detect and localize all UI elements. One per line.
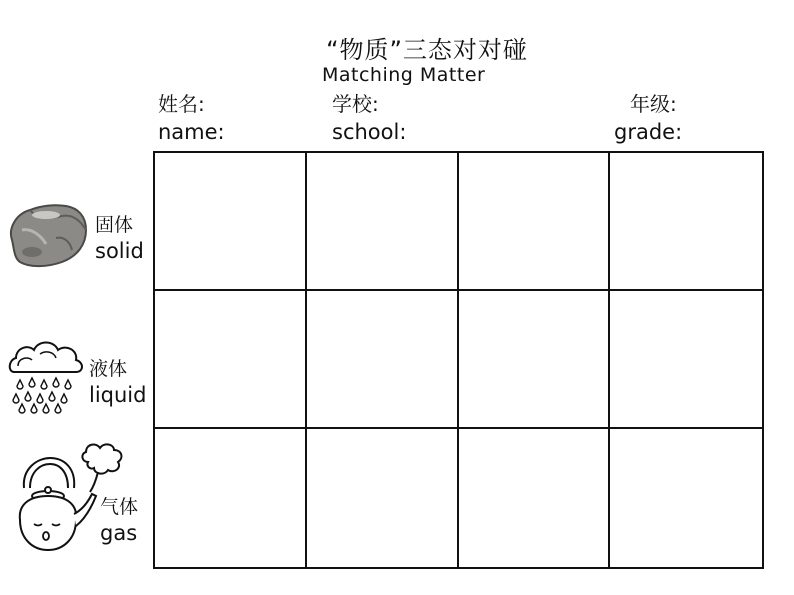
grade-label-english: grade: xyxy=(614,120,683,144)
worksheet-title-chinese: “物质”三态对对碰 xyxy=(326,36,528,64)
rock-icon xyxy=(6,200,90,270)
solid-label-chinese: 固体 xyxy=(95,214,134,236)
gas-label xyxy=(100,494,138,546)
school-label-chinese: 学校: xyxy=(332,92,379,116)
grid-cell-liquid-4[interactable] xyxy=(610,291,762,429)
liquid-label-english: liquid xyxy=(89,383,147,407)
grid-cell-liquid-2[interactable] xyxy=(307,291,459,429)
grid-cell-solid-3[interactable] xyxy=(459,153,611,291)
liquid-label xyxy=(89,356,146,408)
solid-label-english: solid xyxy=(95,239,144,263)
gas-label-chinese: 气体 xyxy=(100,496,139,518)
solid-label xyxy=(95,212,144,264)
grid-cell-solid-1[interactable] xyxy=(155,153,307,291)
liquid-label-chinese: 液体 xyxy=(89,358,128,380)
name-label-chinese: 姓名: xyxy=(158,92,205,116)
rain-cloud-icon xyxy=(6,336,86,416)
grid-cell-liquid-1[interactable] xyxy=(155,291,307,429)
school-field xyxy=(332,92,406,144)
worksheet-title-english: Matching Matter xyxy=(322,64,486,86)
grid-cell-solid-2[interactable] xyxy=(307,153,459,291)
name-label-english: name: xyxy=(158,120,225,144)
grade-field xyxy=(614,92,682,144)
school-label-english: school: xyxy=(332,120,407,144)
gas-label-english: gas xyxy=(100,521,138,545)
matching-grid xyxy=(153,151,764,569)
grid-cell-gas-1[interactable] xyxy=(155,429,307,567)
grade-label-chinese: 年级: xyxy=(630,92,677,116)
name-field xyxy=(158,92,225,144)
grid-cell-gas-4[interactable] xyxy=(610,429,762,567)
grid-cell-solid-4[interactable] xyxy=(610,153,762,291)
grid-cell-liquid-3[interactable] xyxy=(459,291,611,429)
grid-cell-gas-2[interactable] xyxy=(307,429,459,567)
grid-cell-gas-3[interactable] xyxy=(459,429,611,567)
